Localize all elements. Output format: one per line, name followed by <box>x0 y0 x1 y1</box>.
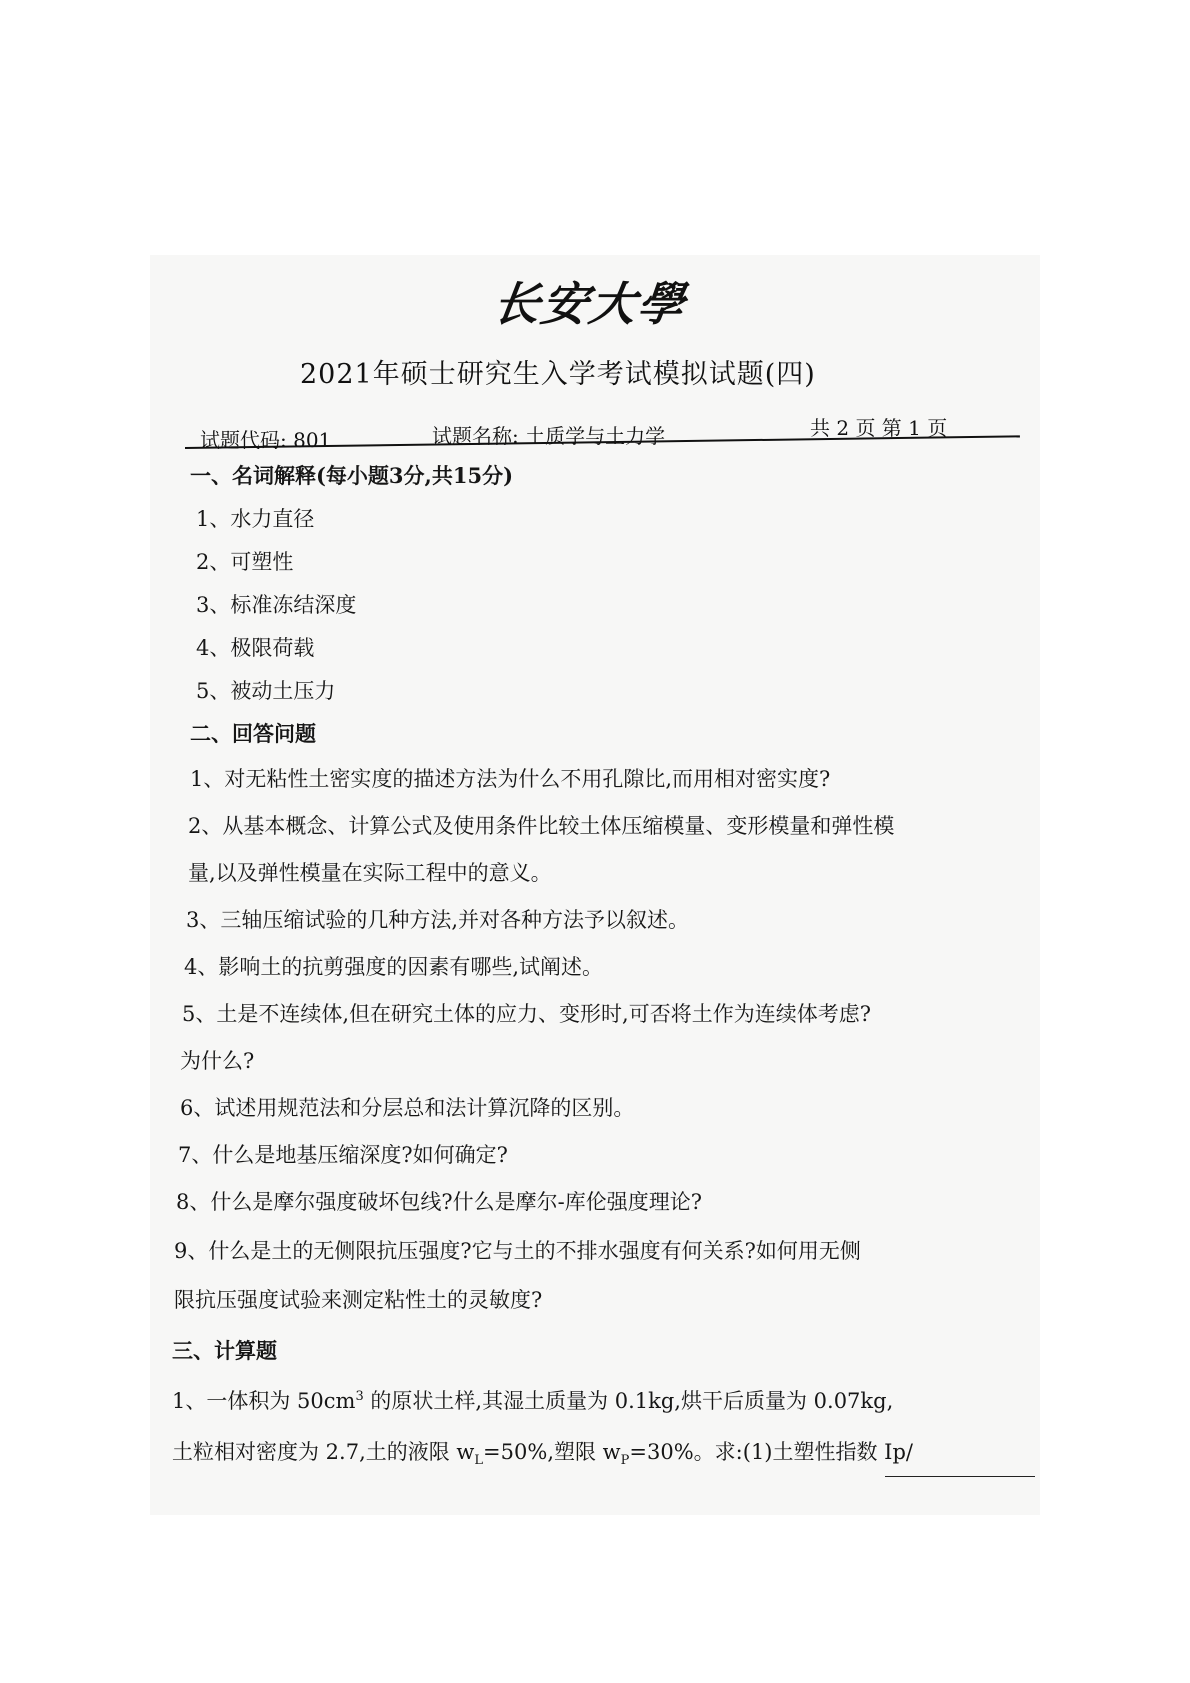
section3-heading: 三、计算题 <box>172 1338 277 1363</box>
section1-item: 1、水力直径 <box>196 507 315 531</box>
page-count: 共 2 页 第 1 页 <box>810 416 948 440</box>
section2-line: 2、从基本概念、计算公式及使用条件比较土体压缩模量、变形模量和弹性模 <box>188 814 895 838</box>
q1-text: 的原状土样,其湿土质量为 0.1kg,烘干后质量为 0.07kg, <box>363 1389 894 1413</box>
underline-mark <box>885 1476 1035 1477</box>
exam-subject-name: 试题名称: 土质学与土力学 <box>432 424 666 448</box>
q1-subscript: P <box>620 1453 630 1469</box>
exam-code: 试题代码: 801 <box>200 428 332 452</box>
q1-text: 土粒相对密度为 2.7,土的液限 w <box>172 1440 475 1464</box>
q1-text: 1、一体积为 50cm <box>172 1389 356 1413</box>
section2-line: 为什么? <box>180 1049 255 1073</box>
exam-header-row <box>200 416 1030 452</box>
section3-question1-line2 <box>172 1436 913 1468</box>
section2-line: 限抗压强度试验来测定粘性土的灵敏度? <box>174 1288 543 1312</box>
section2-line: 6、试述用规范法和分层总和法计算沉降的区别。 <box>180 1096 635 1120</box>
section1-item: 3、标准冻结深度 <box>196 593 357 617</box>
section2-line: 7、什么是地基压缩深度?如何确定? <box>178 1143 508 1167</box>
exam-title: 2021年硕士研究生入学考试模拟试题(四) <box>300 359 816 390</box>
section2-line: 5、土是不连续体,但在研究土体的应力、变形时,可否将土作为连续体考虑? <box>182 1002 871 1026</box>
section2-line: 3、三轴压缩试验的几种方法,并对各种方法予以叙述。 <box>186 908 690 932</box>
section1-item: 4、极限荷载 <box>196 636 315 660</box>
q1-subscript: L <box>474 1453 484 1469</box>
section2-heading: 二、回答问题 <box>190 721 316 746</box>
q1-text: =50%,塑限 w <box>483 1440 621 1464</box>
university-logo: 长安大學 <box>489 277 690 331</box>
section2-line: 1、对无粘性土密实度的描述方法为什么不用孔隙比,而用相对密实度? <box>190 767 831 791</box>
section1-item: 2、可塑性 <box>196 550 294 574</box>
q1-text: =30%。求:(1)土塑性指数 Ip/ <box>629 1440 913 1464</box>
section2-line: 量,以及弹性模量在实际工程中的意义。 <box>188 861 552 885</box>
section3-question1-line1 <box>172 1385 893 1415</box>
section2-line: 4、影响土的抗剪强度的因素有哪些,试阐述。 <box>184 955 604 979</box>
section1-heading: 一、名词解释(每小题3分,共15分) <box>190 463 514 488</box>
section1-item: 5、被动土压力 <box>196 679 336 703</box>
section2-line: 8、什么是摩尔强度破坏包线?什么是摩尔-库伦强度理论? <box>176 1190 702 1214</box>
section2-line: 9、什么是土的无侧限抗压强度?它与土的不排水强度有何关系?如何用无侧 <box>174 1239 861 1263</box>
q1-superscript: 3 <box>355 1389 364 1404</box>
